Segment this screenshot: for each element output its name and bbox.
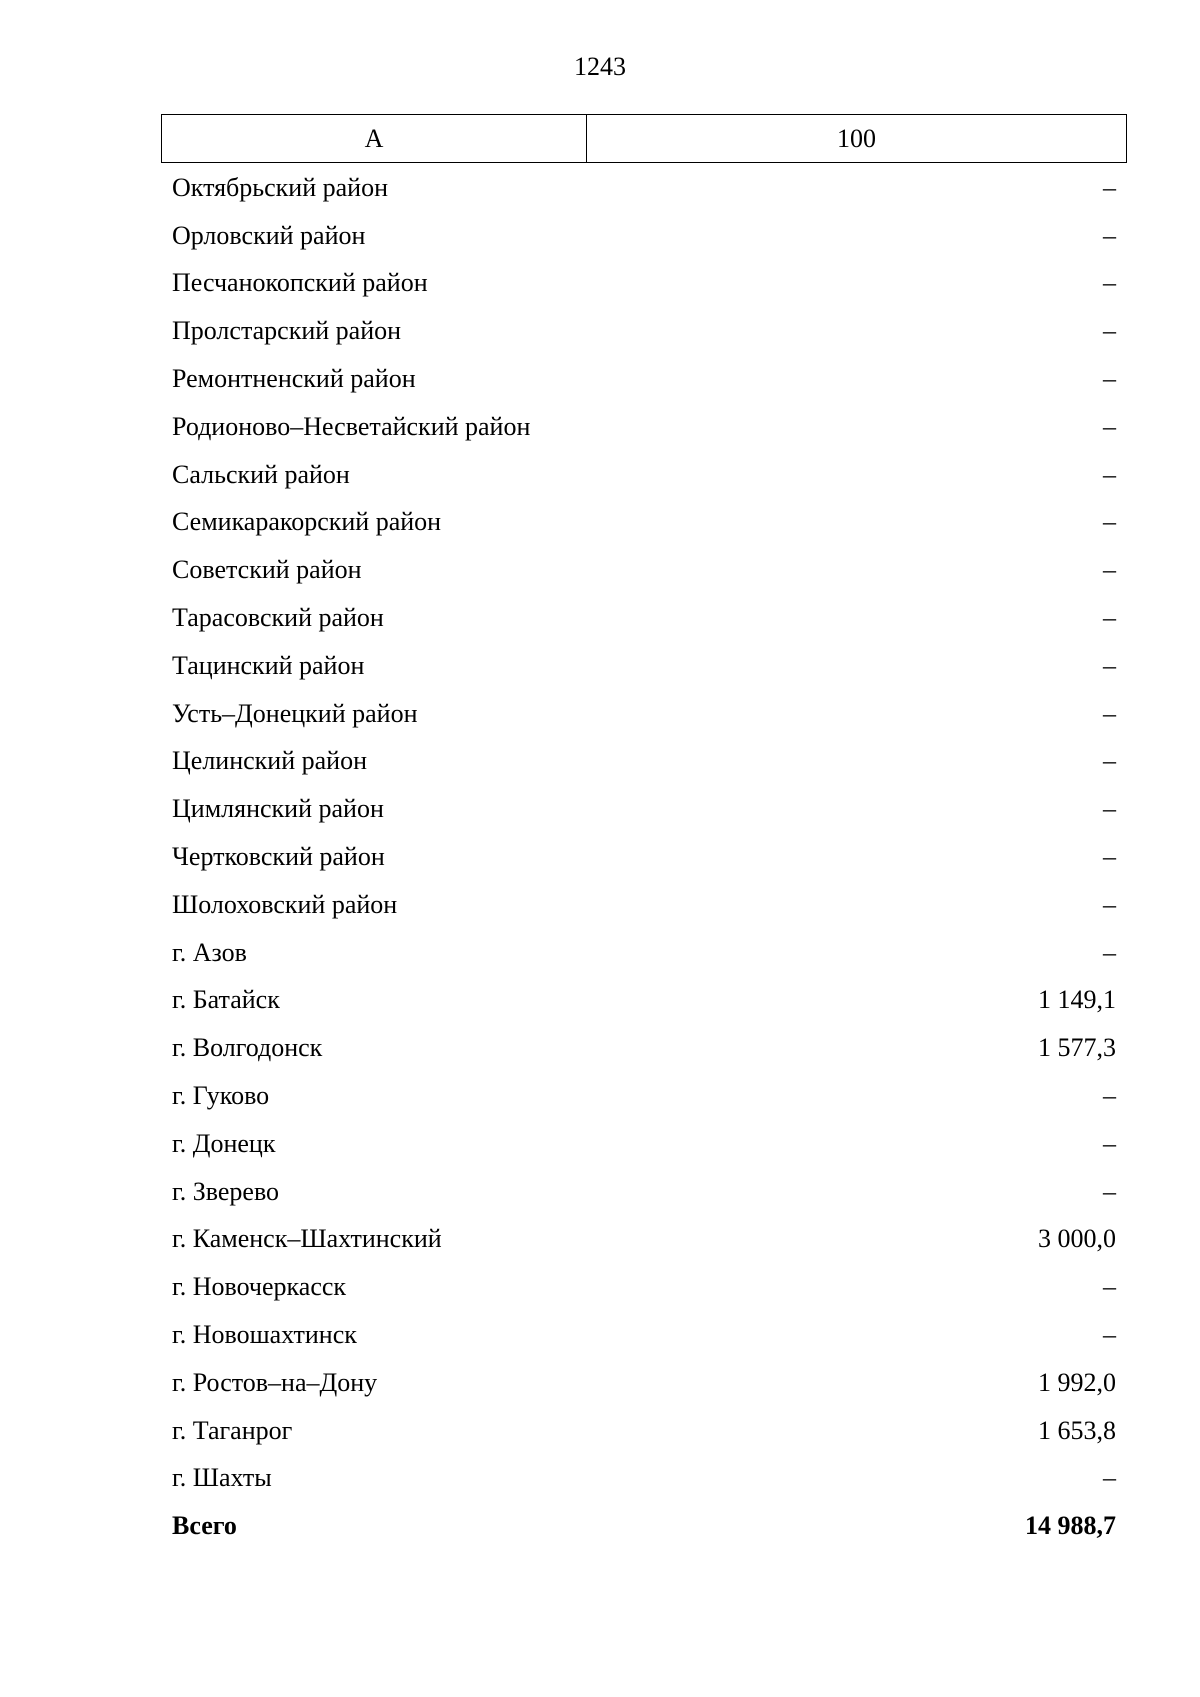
table-row	[161, 355, 1127, 403]
row-value: 1 992,0	[1038, 1367, 1116, 1397]
row-value: –	[1103, 937, 1116, 967]
row-name: г. Зверево	[172, 1176, 280, 1206]
table-row	[161, 1311, 1127, 1359]
row-value: 1 653,8	[1038, 1415, 1116, 1445]
table-row	[161, 1216, 1127, 1264]
row-name: г. Новочеркасск	[172, 1272, 347, 1302]
row-value: –	[1103, 220, 1116, 250]
row-name: г. Азов	[172, 937, 247, 967]
row-value: –	[1103, 794, 1116, 824]
table-row	[161, 499, 1127, 547]
row-name: Орловский район	[172, 220, 366, 250]
row-value: –	[1103, 603, 1116, 633]
row-name: г. Гуково	[172, 1081, 270, 1111]
row-value: –	[1103, 411, 1116, 441]
row-value: –	[1103, 316, 1116, 346]
row-value: –	[1103, 1176, 1116, 1206]
table-row	[161, 307, 1127, 355]
row-name: Советский район	[172, 555, 362, 585]
row-name: Чертковский район	[172, 842, 385, 872]
row-value: –	[1103, 1463, 1116, 1493]
table-row	[161, 1168, 1127, 1216]
row-name: г. Шахты	[172, 1463, 272, 1493]
row-name: Пролстарский район	[172, 316, 402, 346]
row-name: Песчанокопский район	[172, 268, 428, 298]
table-row	[161, 738, 1127, 786]
table-row	[161, 881, 1127, 929]
total-label: Всего	[172, 1511, 237, 1541]
table-row	[161, 403, 1127, 451]
row-value: –	[1103, 1128, 1116, 1158]
row-name: г. Ростов–на–Дону	[172, 1367, 378, 1397]
row-name: Родионово–Несветайский район	[172, 411, 531, 441]
row-name: г. Батайск	[172, 985, 280, 1015]
table-row	[161, 977, 1127, 1025]
table-row	[161, 833, 1127, 881]
table-row	[161, 451, 1127, 499]
row-name: Семикаракорский район	[172, 507, 442, 537]
row-name: Цимлянский район	[172, 794, 384, 824]
table-row	[161, 1359, 1127, 1407]
table-row	[161, 164, 1127, 212]
row-value: –	[1103, 364, 1116, 394]
row-name: г. Таганрог	[172, 1415, 293, 1445]
row-value: –	[1103, 746, 1116, 776]
table-row	[161, 929, 1127, 977]
row-name: Ремонтненский район	[172, 364, 416, 394]
row-name: Усть–Донецкий район	[172, 698, 418, 728]
row-value: –	[1103, 1272, 1116, 1302]
row-name: г. Донецк	[172, 1128, 276, 1158]
total-row	[161, 1502, 1127, 1550]
row-value: 1 149,1	[1038, 985, 1116, 1015]
table-row	[161, 260, 1127, 308]
page-number: 1243	[574, 52, 626, 81]
table-row	[161, 690, 1127, 738]
table-row	[161, 1072, 1127, 1120]
row-name: г. Волгодонск	[172, 1033, 323, 1063]
row-value: –	[1103, 459, 1116, 489]
total-value: 14 988,7	[1025, 1511, 1116, 1541]
row-value: –	[1103, 555, 1116, 585]
row-name: Тарасовский район	[172, 603, 384, 633]
row-value: –	[1103, 650, 1116, 680]
table-row	[161, 212, 1127, 260]
row-value: –	[1103, 507, 1116, 537]
row-name: Октябрьский район	[172, 172, 388, 202]
table-row	[161, 1263, 1127, 1311]
row-name: Тацинский район	[172, 650, 365, 680]
table-row	[161, 1120, 1127, 1168]
row-value: –	[1103, 889, 1116, 919]
table-row	[161, 1455, 1127, 1503]
table-row	[161, 785, 1127, 833]
header-cell-100: 100	[837, 123, 876, 153]
row-value: –	[1103, 1320, 1116, 1350]
row-name: г. Каменск–Шахтинский	[172, 1224, 442, 1254]
row-name: г. Новошахтинск	[172, 1320, 357, 1350]
header-cell-a: А	[162, 115, 587, 162]
table-row	[161, 1024, 1127, 1072]
row-name: Сальский район	[172, 459, 350, 489]
row-value: –	[1103, 842, 1116, 872]
row-value: –	[1103, 698, 1116, 728]
table-row	[161, 546, 1127, 594]
table-header	[161, 114, 1127, 163]
table-row	[161, 1407, 1127, 1455]
table-row	[161, 594, 1127, 642]
row-value: 3 000,0	[1038, 1224, 1116, 1254]
row-value: –	[1103, 1081, 1116, 1111]
row-value: –	[1103, 268, 1116, 298]
table-row	[161, 642, 1127, 690]
row-value: 1 577,3	[1038, 1033, 1116, 1063]
table-body	[161, 164, 1127, 1550]
row-name: Целинский район	[172, 746, 367, 776]
row-value: –	[1103, 172, 1116, 202]
row-name: Шолоховский район	[172, 889, 398, 919]
